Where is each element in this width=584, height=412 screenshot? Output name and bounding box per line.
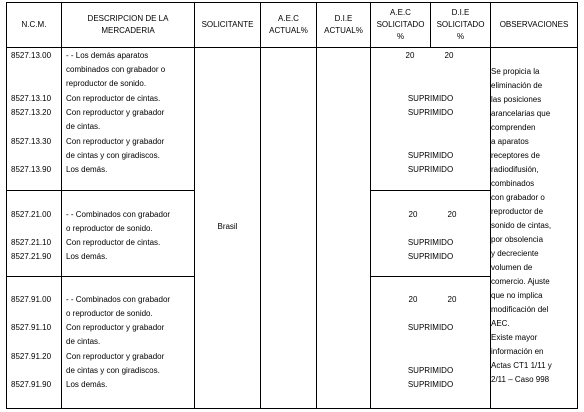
solicitante-value: Brasil	[217, 222, 238, 231]
suprimido-label: SUPRIMIDO	[407, 238, 454, 247]
ncm-code: 8527.91.00	[11, 295, 52, 304]
obs-line: por obsolencia	[491, 235, 544, 244]
ncm-code: 8527.21.10	[11, 238, 52, 247]
description-line: o reproductor de sonido.	[66, 224, 153, 233]
header-aec-solicitado: A.E.C SOLICITADO %	[376, 8, 425, 41]
obs-line: 2/11 – Caso 998	[491, 375, 550, 384]
description-line: de cintas y con giradiscos.	[66, 151, 160, 160]
ncm-code: 8527.13.10	[11, 94, 52, 103]
description-line: Los demás.	[66, 252, 108, 261]
ncm-table	[6, 2, 578, 409]
obs-line: volumen de	[491, 263, 533, 272]
description-line: Con reproductor de cintas.	[66, 94, 161, 103]
description-line: - - Combinados con grabador	[66, 295, 171, 304]
description-line: Con reproductor y grabador	[66, 137, 165, 146]
observaciones-text	[491, 65, 575, 387]
col-divider	[194, 3, 195, 408]
description-line: Con reproductor y grabador	[66, 323, 165, 332]
group-divider	[7, 190, 194, 191]
obs-line: Existe mayor	[491, 333, 538, 342]
description-line: de cintas.	[66, 337, 101, 346]
description-line: - - Combinados con grabador	[66, 210, 171, 219]
ncm-code: 8527.21.00	[11, 210, 52, 219]
col-divider	[61, 3, 62, 408]
header-die-solicitado: D.I.E SOLICITADO %	[436, 8, 485, 41]
suprimido-label: SUPRIMIDO	[407, 380, 454, 389]
obs-line: las posiciones	[491, 95, 542, 104]
suprimido-label: SUPRIMIDO	[407, 151, 454, 160]
obs-line: sonido de cintas,	[491, 221, 552, 230]
die-solicitado-value: 20	[447, 210, 457, 219]
header-observaciones: OBSERVACIONES	[499, 20, 569, 29]
obs-line: con grabador o	[491, 193, 545, 202]
obs-line: a aparatos	[491, 137, 529, 146]
ncm-code: 8527.13.90	[11, 165, 52, 174]
obs-line: AEC.	[491, 319, 510, 328]
suprimido-label: SUPRIMIDO	[407, 165, 454, 174]
obs-line: información en	[491, 347, 544, 356]
obs-line: que no implica	[491, 291, 543, 300]
aec-solicitado-value: 20	[405, 51, 415, 60]
obs-line: modificación del	[491, 305, 549, 314]
obs-line: combinados	[491, 179, 535, 188]
header-ncm: N.C.M.	[21, 20, 47, 29]
header-solicitante: SOLICITANTE	[201, 20, 254, 29]
obs-line: y decreciente	[491, 249, 539, 258]
col-divider	[260, 3, 261, 408]
description-line: combinados con grabador o	[66, 65, 166, 74]
obs-line: comprenden	[491, 123, 536, 132]
header-die-actual: D.I.E ACTUAL%	[324, 14, 363, 35]
ncm-code: 8527.13.20	[11, 108, 52, 117]
obs-line: comercio. Ajuste	[491, 277, 550, 286]
description-line: reproductor de sonido.	[66, 79, 147, 88]
header-bottom-border	[7, 47, 577, 48]
obs-line: Actas CT1 1/11 y	[491, 361, 552, 370]
description-line: - - Los demás aparatos	[66, 51, 149, 60]
obs-line: arancelarias que	[491, 109, 551, 118]
description-line: o reproductor de sonido.	[66, 309, 153, 318]
suprimido-label: SUPRIMIDO	[407, 366, 454, 375]
group-divider	[7, 276, 194, 277]
ncm-code: 8527.91.90	[11, 380, 52, 389]
description-line: Con reproductor y grabador	[66, 352, 165, 361]
obs-line: eliminación de	[491, 81, 543, 90]
description-line: de cintas.	[66, 122, 101, 131]
description-line: Con reproductor y grabador	[66, 108, 165, 117]
aec-solicitado-value: 20	[408, 295, 418, 304]
col-divider	[370, 3, 371, 408]
description-line: de cintas y con giradiscos.	[66, 366, 160, 375]
description-line: Con reproductor de cintas.	[66, 238, 161, 247]
header-aec-actual: A.E.C ACTUAL%	[269, 14, 308, 35]
header-descripcion: DESCRIPCION DE LA MERCADERIA	[87, 14, 169, 35]
obs-line: receptores de	[491, 151, 540, 160]
suprimido-label: SUPRIMIDO	[407, 94, 454, 103]
group-divider	[370, 190, 490, 191]
col-divider	[316, 3, 317, 408]
ncm-code: 8527.13.30	[11, 137, 52, 146]
ncm-code: 8527.13.00	[11, 51, 52, 60]
aec-solicitado-value: 20	[408, 210, 418, 219]
group-divider	[370, 276, 490, 277]
die-solicitado-value: 20	[447, 295, 457, 304]
ncm-code: 8527.91.10	[11, 323, 52, 332]
suprimido-label: SUPRIMIDO	[407, 252, 454, 261]
die-solicitado-value: 20	[444, 51, 454, 60]
obs-line: radiodifusión,	[491, 165, 539, 174]
suprimido-label: SUPRIMIDO	[407, 323, 454, 332]
obs-line: Se propicia la	[491, 67, 540, 76]
ncm-code: 8527.91.20	[11, 352, 52, 361]
obs-line: reproductor de	[491, 207, 544, 216]
description-line: Los demás.	[66, 380, 108, 389]
ncm-code: 8527.21.90	[11, 252, 52, 261]
description-line: Los demás.	[66, 165, 108, 174]
suprimido-label: SUPRIMIDO	[407, 108, 454, 117]
